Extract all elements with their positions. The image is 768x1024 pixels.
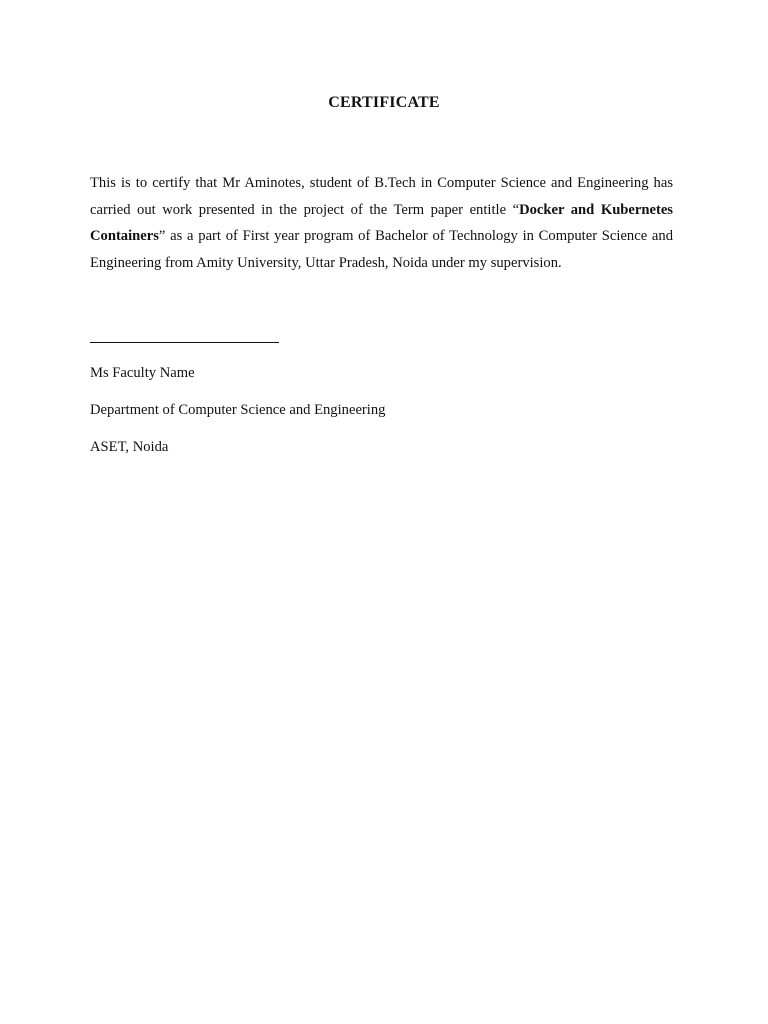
paragraph-closing-text: ” as a part of First year program of Bachelor of Technology in Computer Science and Engineering from Amity University, Uttar Pradesh, Noida under my supervision. (90, 228, 673, 271)
project-title-text: Docker and Kubernetes Containers (90, 201, 673, 244)
paragraph-intro-text: This is to certify that Mr Aminotes, student of B.Tech in Computer Science and Engineering has carried out work presented in the project of the Term paper entitle “ (90, 175, 673, 218)
faculty-department: Department of Computer Science and Engineering (90, 402, 386, 418)
certificate-paragraph (90, 170, 673, 276)
faculty-location: ASET, Noida (90, 439, 169, 455)
faculty-name: Ms Faculty Name (90, 365, 195, 381)
signature-line (90, 342, 279, 343)
certificate-title: CERTIFICATE (328, 94, 440, 111)
